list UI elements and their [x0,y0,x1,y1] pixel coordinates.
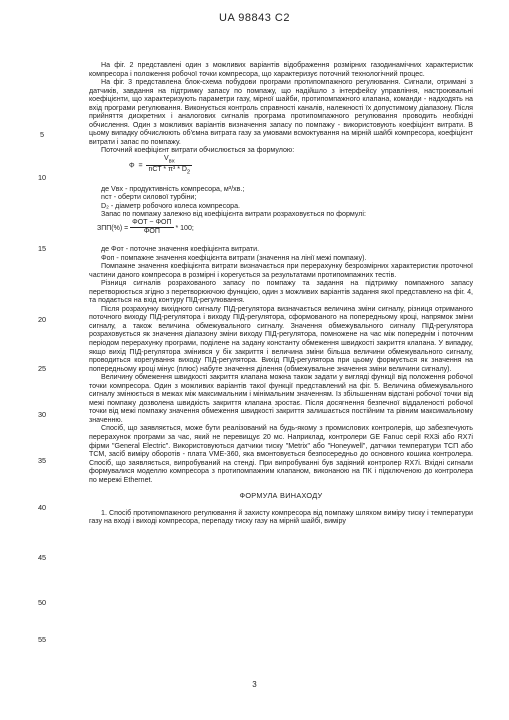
line-number: 30 [37,410,47,419]
formula-numerator: V [163,155,169,163]
formula-lhs: ЗПП(%) = [97,224,129,232]
paragraph: На фіг. 3 представлена блок-схема побудови програми протипомпажного регулювання. Сигнали, отримані з датчиків, завдання на підтримку запасу по помпажу, що надійшло з інтерфейсу управління, настроювальні коефіцієнти, що характеризують параметри газу, мірної шайби, протипомпажного клапана, команди - надходять на вхід програми регулювання. Виконується контроль справності каналів, належності їх допустимому діапазону. Після прийняття дискретних і аналогових сигналів програма протипомпажного регулювання проводить необхідні обчислення. Один з можливих варіантів визначення запасу по помпажу - використовують коефіцієнт витрати. В цьому випадку обчислюють об'ємна витрата газу за умовами всмоктування на мірній шайбі компресора, коефіцієнт витрати і запас по помпажу. [89,78,473,146]
formula-surge-margin [89,219,473,237]
paragraph: D₂ - діаметр робочого колеса компресора. [101,201,241,210]
paragraph: де Φот - поточне значення коефіцієнта витрати. [101,244,260,253]
paragraph: Помпажне значення коефіцієнта витрати визначається при перерахунку безрозмірних характеристик проточної частини даного компресора в розмірні і корегується за результатами протипомпажних тестів. [89,262,473,279]
paragraph: Величину обмеження швидкості закриття клапана можна також задати у вигляді функції від положення робочої точки компресора. Один з можливих варіантів такої функції представлений на фіг. 5. Величина обмежувального сигналу змінюється в межах між максимальним і мінімальним значенням. Із збільшенням відстані робочої точки від межі помпажу дозволена швидкість закриття клапана зростає. Після досягнення безпечної віддаленості робочої точки від межі помпажу значення обмеження швидкості закриття залишається постійним та рівним максимальному значенню. [89,373,473,424]
formula-fraction [130,219,173,237]
line-number: 35 [37,456,47,465]
paragraph: Φоп - помпажне значення коефіцієнта витрати (значення на лінії межі помпажу). [101,253,367,262]
paragraph: Поточний коефіцієнт витрати обчислюється за формулою: [101,146,295,155]
page-number: 3 [252,680,257,689]
line-number: 5 [39,130,45,139]
paragraph: На фіг. 2 представлені один з можливих варіантів відображення розмірних газодинамічних характеристик компресора і положення робочої точки компресора, що характеризує поточний технологічний процес. [89,61,473,78]
paragraph: nст - оберти силової турбіни; [101,193,197,202]
line-number: 25 [37,364,47,373]
body-text [89,61,473,526]
paragraph: де Vвх - продуктивність компресора, м³/хв.; [101,184,245,193]
line-number: 50 [37,598,47,607]
claim-text: 1. Спосіб протипомпажного регулювання й захисту компресора від помпажу шляхом виміру тиску і температури газу на вході і виході компресора, перепаду тиску газу на мірній шайбі, виміру [89,508,473,526]
paragraph: Після розрахунку вихідного сигналу ПІД-регулятора визначається величина зміни сигналу, різниця отриманого поточного виходу ПІД-регулятора і виходу ПІД-регулятора, сформованого на попередньому кроці, напрямок зміни сигналу, а також величина обмежувального сигналу. Значення обмежувального сигналу ПІД-регулятора розраховується як значення діапазону зміни виходу ПІД-регулятора, помножене на час між попереднім і поточним періодом перерахунку програми, поділене на задану константу обмеження швидкості закриття клапана. У випадку, якщо вихід ПІД-регулятора змінився у бік закриття і величина зміни більша величини обмежувального сигналу, проводиться корегування виходу ПІД-регулятора. Вихід ПІД-регулятора при цьому формується як значення на попередньому кроці мінус (плюс) набуте значення ділення (обмежувальне значення зміни величини сигналу). [89,304,473,373]
formula-numerator: ΦОТ − ΦОП [130,219,173,229]
formula-numerator-sub: вх [168,158,175,165]
paragraph: Спосіб, що заявляється, може бути реалізований на будь-якому з промислових контролерів, що забезпечують перерахунок програми за час, який не перевищує 20 мс. Наприклад, контролери GE Fanuc серії RX3i або RX7i фірми "General Electric". Використовуються датчики тиску "Metrix" або "Honeywell", датчики температури ТСП або ТСМ, засіб виміру оборотів - плата VME-360, яка вмонтовується безпосередньо до основного кошика контролера. Спосіб, що заявляється, випробуваний на стенді. При випробуванні був задіяний контролер RX7i. Вхідні сигнали формувалися моделлю компресора з протипомпажним клапаном, виконаною на ПК і підключеною до контролера по мережі Ethernet. [89,424,473,484]
patent-number-header: UA 98843 C2 [219,12,290,24]
line-number: 45 [37,553,47,562]
line-number: 20 [37,315,47,324]
paragraph: Різниця сигналів розрахованого запасу по помпажу та задання на підтримку помпажного запасу перетворюється згідно з перетворюючою функцією, один з можливих варіантів задання якої представлено на фіг. 4, та подається на вхід контуру ПІД-регулювання. [89,279,473,305]
formula-fraction [146,155,192,177]
line-number: 40 [37,503,47,512]
paragraph: Запас по помпажу залежно від коефіцієнта витрати розраховується по формулі: [101,210,366,219]
formula-denominator: ΦОП [143,228,160,236]
line-number: 55 [37,635,47,644]
formula-lhs: Φ [129,162,135,170]
formula-denominator: nСТ * π³ * D [148,166,187,174]
section-title: ФОРМУЛА ВИНАХОДУ [239,491,323,501]
formula-denominator-sub: 2 [186,169,191,176]
formula-flow-coefficient: Φ = $\frac{V_{вх}}{nСТ * \pi^3 * D_2}$ [129,155,191,176]
line-number: 10 [37,173,47,182]
formula-tail: * 100; [175,224,194,232]
line-number: 15 [37,244,47,253]
